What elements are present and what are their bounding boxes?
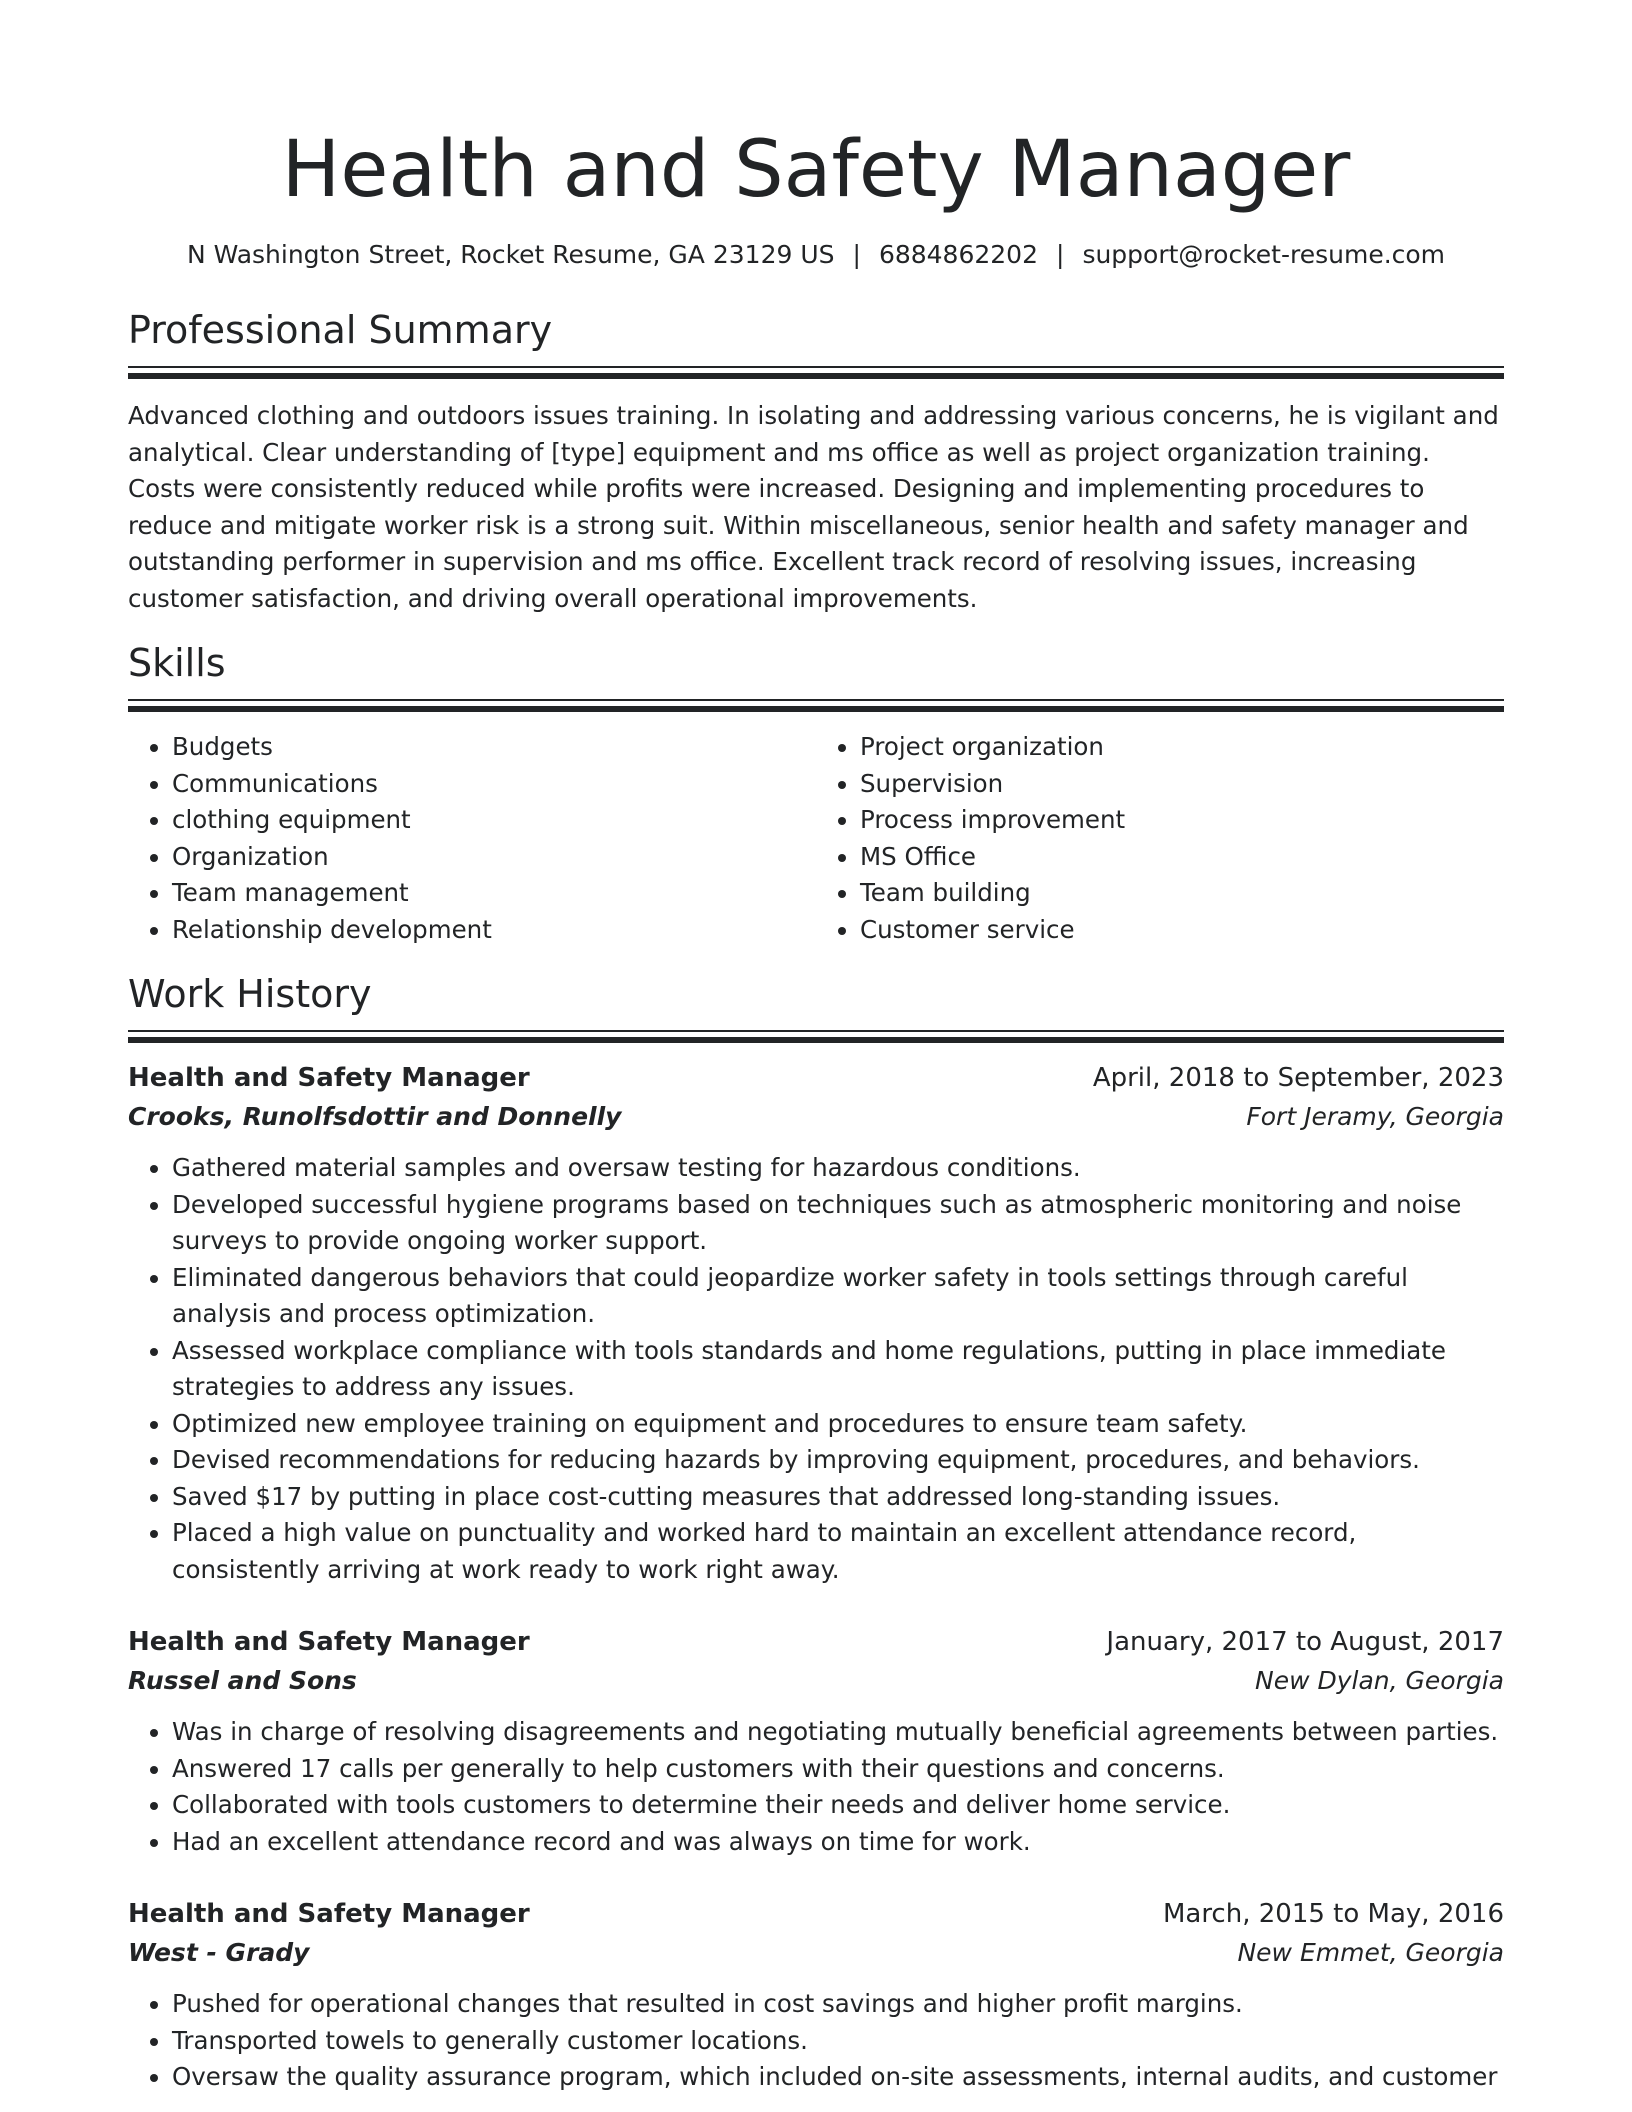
job-entry xyxy=(128,1058,1504,1588)
job-title: Health and Safety Manager xyxy=(128,1899,530,1929)
job-bullet: • Assessed workplace compliance with tools standards and home regulations, putting in place immediate strategies to address any issues. xyxy=(172,1333,1504,1406)
job-bullet: • Optimized new employee training on equipment and procedures to ensure team safety. xyxy=(172,1406,1504,1443)
job-header xyxy=(128,1058,1504,1098)
job-bullet: • Was in charge of resolving disagreements and negotiating mutually beneficial agreements between parties. xyxy=(172,1714,1504,1751)
job-title: Health and Safety Manager xyxy=(128,1627,530,1657)
job-location: Fort Jeramy, Georgia xyxy=(1246,1102,1504,1131)
job-company: West - Grady xyxy=(128,1938,310,1967)
job-bullet: • Oversaw the quality assurance program, which included on-site assessments, internal audits, and customer xyxy=(172,2059,1504,2096)
job-bullet: • Gathered material samples and oversaw testing for hazardous conditions. xyxy=(172,1150,1504,1187)
contact-email: support@rocket-resume.com xyxy=(1082,240,1446,269)
section-divider xyxy=(128,1030,1504,1044)
job-bullet: • Saved $17 by putting in place cost-cutting measures that addressed long-standing issues. xyxy=(172,1479,1504,1516)
resume-page xyxy=(128,0,1504,2096)
contact-line xyxy=(128,238,1504,272)
skill-item: • Supervision xyxy=(860,766,1504,803)
summary-text: Advanced clothing and outdoors issues training. In isolating and addressing various concerns, he is vigilant and analytical. Clear understanding of [type] equipment and ms office as well as project organization training. Costs were consistently reduced while profits were increased. Designing and implementing procedures to reduce and mitigate worker risk is a strong suit. Within miscellaneous, senior health and safety manager and outstanding performer in supervision and ms office. Excellent track record of resolving issues, increasing customer satisfaction, and driving overall operational improvements. xyxy=(128,401,1499,613)
job-subheader xyxy=(128,1662,1504,1700)
job-bullet: • Collaborated with tools customers to determine their needs and deliver home service. xyxy=(172,1787,1504,1824)
job-header xyxy=(128,1622,1504,1662)
section-title-summary: Professional Summary xyxy=(128,308,553,352)
job-subheader xyxy=(128,1934,1504,1972)
job-location: New Emmet, Georgia xyxy=(1237,1938,1504,1967)
job-entry xyxy=(128,1622,1504,1860)
job-entry xyxy=(128,1894,1504,2096)
skill-item: • Organization xyxy=(172,839,816,876)
skill-item: • Budgets xyxy=(172,729,816,766)
job-bullet: • Developed successful hygiene programs based on techniques such as atmospheric monitoring and noise surveys to provide ongoing worker support. xyxy=(172,1187,1504,1260)
skills-column-right xyxy=(816,729,1504,948)
section-title-skills: Skills xyxy=(128,641,226,685)
section-divider xyxy=(128,699,1504,713)
skill-item: • Team management xyxy=(172,875,816,912)
skill-item: • Project organization xyxy=(860,729,1504,766)
skill-item: • Process improvement xyxy=(860,802,1504,839)
skill-item: • Communications xyxy=(172,766,816,803)
section-work-history xyxy=(128,970,1504,2096)
contact-phone: 6884862202 xyxy=(878,240,1038,269)
skill-item: • clothing equipment xyxy=(172,802,816,839)
job-company: Russel and Sons xyxy=(128,1666,357,1695)
job-subheader xyxy=(128,1098,1504,1136)
skill-item: • Customer service xyxy=(860,912,1504,949)
job-bullet: • Devised recommendations for reducing hazards by improving equipment, procedures, and behaviors. xyxy=(172,1442,1504,1479)
job-bullet: • Had an excellent attendance record and was always on time for work. xyxy=(172,1824,1504,1861)
job-bullets xyxy=(128,1714,1504,1860)
job-dates: January, 2017 to August, 2017 xyxy=(1106,1627,1504,1657)
skill-item: • MS Office xyxy=(860,839,1504,876)
contact-address: N Washington Street, Rocket Resume, GA 23129 US xyxy=(186,240,835,269)
contact-separator: | xyxy=(852,240,861,269)
section-title-work: Work History xyxy=(128,972,372,1016)
skill-item: • Relationship development xyxy=(172,912,816,949)
job-bullets xyxy=(128,1986,1504,2096)
job-bullet: • Placed a high value on punctuality and worked hard to maintain an excellent attendance record, consistently arriving at work ready to work right away. xyxy=(172,1515,1504,1588)
skill-item: • Team building xyxy=(860,875,1504,912)
job-bullets xyxy=(128,1150,1504,1588)
section-skills xyxy=(128,639,1504,948)
skills-list xyxy=(128,729,1504,948)
resume-name: Health and Safety Manager xyxy=(281,125,1351,215)
job-bullet: • Eliminated dangerous behaviors that could jeopardize worker safety in tools settings through careful analysis and process optimization. xyxy=(172,1260,1504,1333)
job-title: Health and Safety Manager xyxy=(128,1063,530,1093)
section-summary xyxy=(128,306,1504,617)
job-company: Crooks, Runolfsdottir and Donnelly xyxy=(128,1102,622,1131)
job-dates: March, 2015 to May, 2016 xyxy=(1162,1899,1504,1929)
skills-column-left xyxy=(128,729,816,948)
job-bullet: • Answered 17 calls per generally to help customers with their questions and concerns. xyxy=(172,1751,1504,1788)
contact-separator: | xyxy=(1056,240,1065,269)
job-header xyxy=(128,1894,1504,1934)
job-bullet: • Pushed for operational changes that resulted in cost savings and higher profit margins. xyxy=(172,1986,1504,2023)
job-location: New Dylan, Georgia xyxy=(1255,1666,1504,1695)
section-divider xyxy=(128,366,1504,380)
job-bullet: • Transported towels to generally customer locations. xyxy=(172,2023,1504,2060)
job-dates: April, 2018 to September, 2023 xyxy=(1092,1063,1504,1093)
